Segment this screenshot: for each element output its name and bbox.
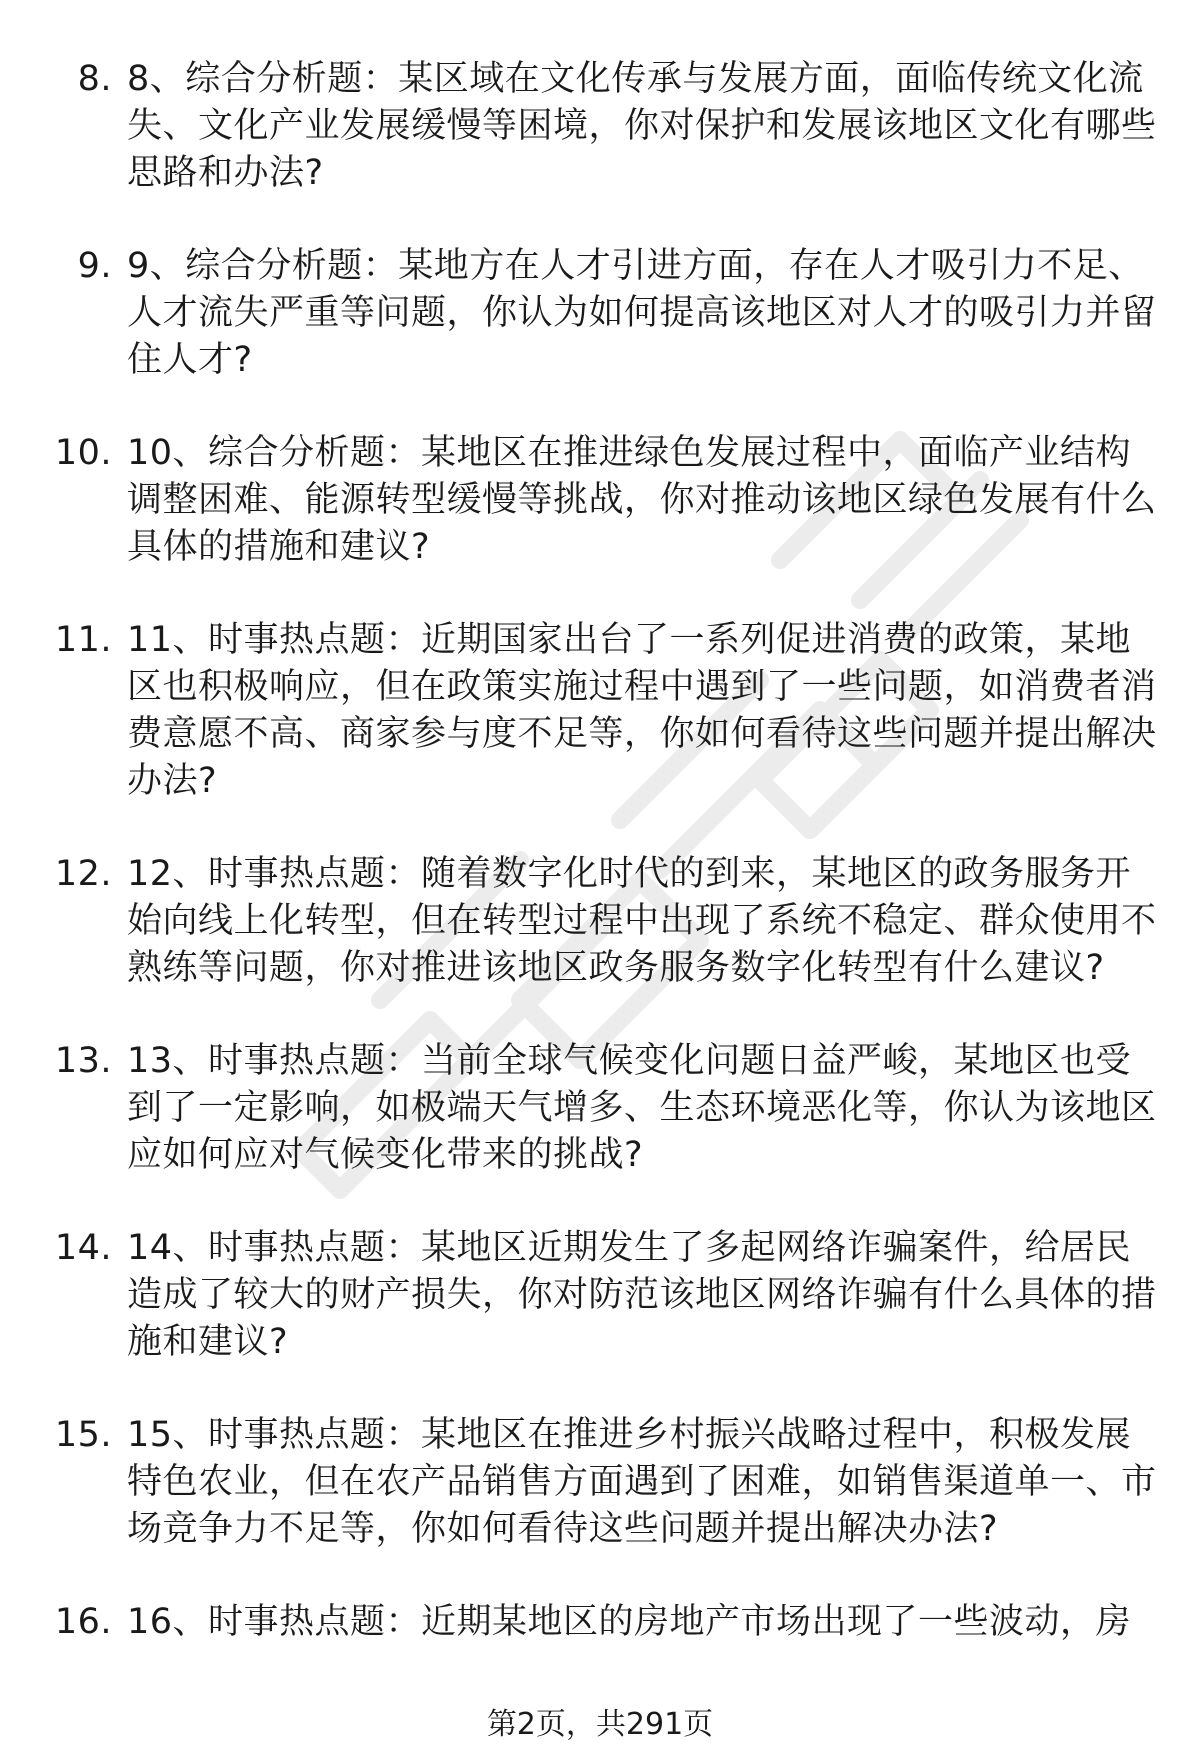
list-item	[0, 56, 1200, 197]
question-list	[0, 56, 1200, 1646]
item-number: 15.	[54, 1415, 112, 1455]
item-text: 13、时事热点题：当前全球气候变化问题日益严峻，某地区也受到了一定影响，如极端天气增多、生态环境恶化等，你认为该地区应如何应对气候变化带来的挑战?	[127, 1041, 1157, 1175]
item-text: 16、时事热点题：近期某地区的房地产市场出现了一些波动，房	[127, 1602, 1132, 1642]
item-number: 16.	[54, 1602, 112, 1642]
item-number: 8.	[77, 59, 112, 99]
item-number: 10.	[54, 433, 112, 473]
list-item	[0, 430, 1200, 571]
item-text: 9、综合分析题：某地方在人才引进方面，存在人才吸引力不足、人才流失严重等问题，你认为如何提高该地区对人才的吸引力并留住人才?	[127, 246, 1157, 380]
item-text: 10、综合分析题：某地区在推进绿色发展过程中，面临产业结构调整困难、能源转型缓慢等挑战，你对推动该地区绿色发展有什么具体的措施和建议?	[127, 433, 1157, 567]
list-item	[0, 243, 1200, 384]
item-number: 14.	[54, 1228, 112, 1268]
list-item	[0, 1225, 1200, 1366]
list-item	[0, 851, 1200, 992]
item-number: 9.	[77, 246, 112, 286]
list-item	[0, 617, 1200, 805]
item-text: 8、综合分析题：某区域在文化传承与发展方面，面临传统文化流失、文化产业发展缓慢等困境，你对保护和发展该地区文化有哪些思路和办法?	[127, 59, 1157, 193]
page-footer: 第2页，共291页	[486, 1707, 714, 1742]
list-item	[0, 1038, 1200, 1179]
document-page	[0, 56, 1200, 1692]
item-text: 15、时事热点题：某地区在推进乡村振兴战略过程中，积极发展特色农业，但在农产品销售方面遇到了困难，如销售渠道单一、市场竞争力不足等，你如何看待这些问题并提出解决办法?	[127, 1415, 1157, 1549]
list-item	[0, 1412, 1200, 1553]
item-number: 12.	[54, 854, 112, 894]
list-item	[0, 1599, 1200, 1646]
item-text: 14、时事热点题：某地区近期发生了多起网络诈骗案件，给居民造成了较大的财产损失，你对防范该地区网络诈骗有什么具体的措施和建议?	[127, 1228, 1157, 1362]
item-text: 12、时事热点题：随着数字化时代的到来，某地区的政务服务开始向线上化转型，但在转型过程中出现了系统不稳定、群众使用不熟练等问题，你对推进该地区政务服务数字化转型有什么建议?	[127, 854, 1157, 988]
item-number: 11.	[54, 620, 112, 660]
item-number: 13.	[54, 1041, 112, 1081]
item-text: 11、时事热点题：近期国家出台了一系列促进消费的政策，某地区也积极响应，但在政策实施过程中遇到了一些问题，如消费者消费意愿不高、商家参与度不足等，你如何看待这些问题并提出解决办法?	[127, 620, 1157, 801]
